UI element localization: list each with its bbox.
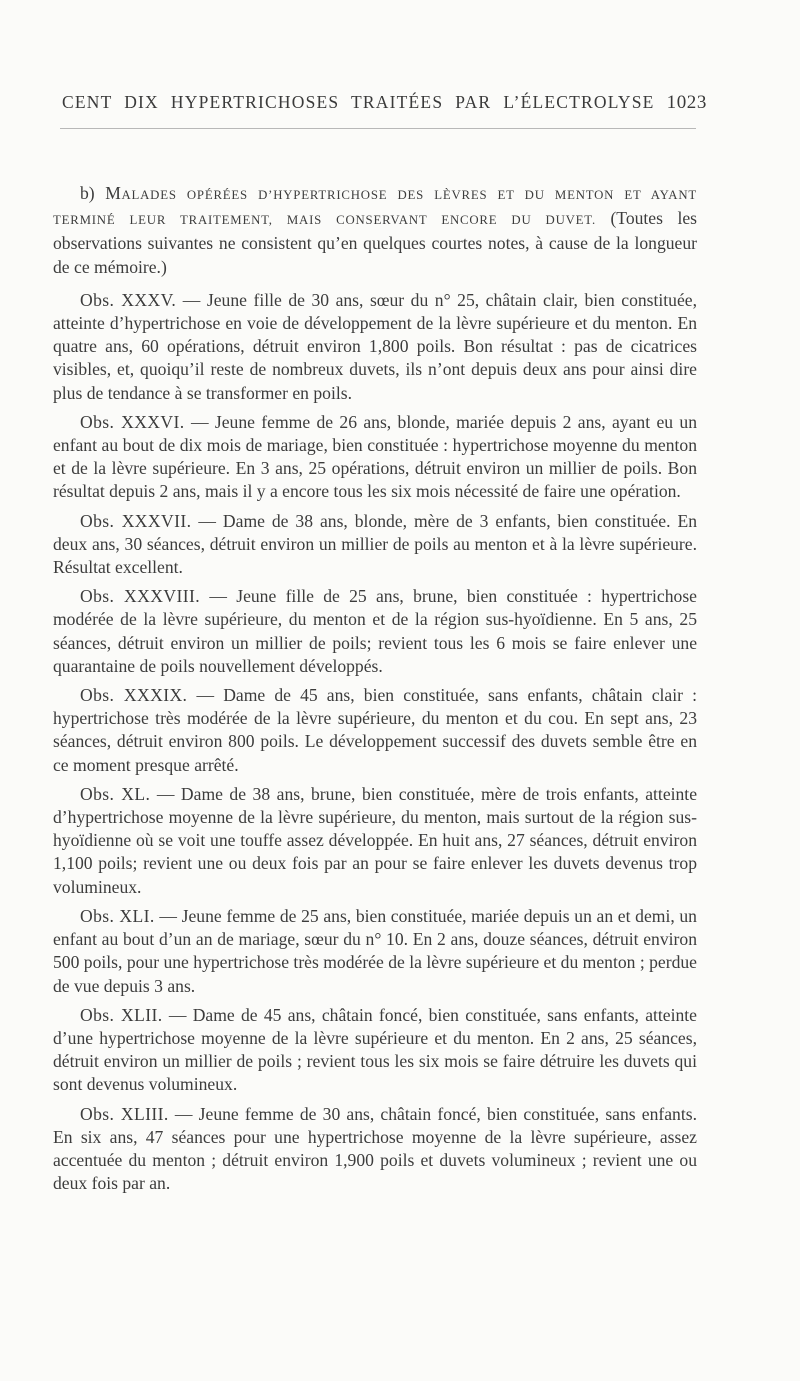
observation-paragraph	[53, 510, 697, 580]
running-head	[62, 92, 707, 116]
observation-label: Obs. XXXV.	[80, 289, 177, 310]
section-marker: b)	[80, 183, 95, 203]
observation-text: — Jeune femme de 26 ans, blonde, mariée depuis 2 ans, ayant eu un enfant au bout de dix mois de mariage, bien constituée : hypertrichose moyenne du menton et de la lèvre supérieure. En 3 ans, 25 opérations, détruit environ un millier de poils. Bon résultat depuis 2 ans, mais il y a encore tous les six mois nécessité de faire une opération.	[53, 411, 697, 502]
observation-label: Obs. XLII.	[80, 1004, 163, 1025]
observation-label: Obs. XLIII.	[80, 1103, 169, 1124]
observation-paragraph	[53, 411, 697, 504]
observation-text: — Dame de 38 ans, blonde, mère de 3 enfants, bien constituée. En deux ans, 30 séances, détruit environ un millier de poils au menton et à la lèvre supérieure. Résultat excellent.	[53, 510, 697, 578]
running-head-title: CENT DIX HYPERTRICHOSES TRAITÉES PAR L’ÉLECTROLYSE	[62, 92, 655, 112]
observation-paragraph	[53, 585, 697, 678]
observation-paragraph	[53, 783, 697, 899]
observation-label: Obs. XL.	[80, 783, 151, 804]
body-text	[53, 182, 697, 1195]
observation-paragraph	[53, 905, 697, 998]
page-number: 1023	[666, 92, 707, 113]
observation-text: — Jeune femme de 30 ans, châtain foncé, bien constituée, sans enfants. En six ans, 47 séances pour une hypertrichose moyenne de la lèvre supérieure, assez accentuée du menton ; détruit environ 1,900 poils et duvets volumineux ; revient une ou deux fois par an.	[53, 1103, 697, 1194]
observation-label: Obs. XXXVII.	[80, 510, 192, 531]
header-rule	[60, 128, 696, 129]
observation-paragraph	[53, 684, 697, 777]
section-note: (Toutes les observations suivantes ne consistent qu’en quelques courtes notes, à cause de la longueur de ce mémoire.)	[53, 208, 697, 277]
section-heading-initial: M	[105, 183, 122, 203]
observation-paragraph	[53, 289, 697, 405]
section-heading-paragraph	[53, 182, 697, 279]
observation-paragraph	[53, 1004, 697, 1097]
observation-label: Obs. XLI.	[80, 905, 155, 926]
observation-paragraph	[53, 1103, 697, 1196]
observation-text: — Dame de 45 ans, châtain foncé, bien constituée, sans enfants, atteinte d’une hypertrichose moyenne de la lèvre supérieure et du menton. En 2 ans, 25 séances, détruit environ un millier de poils ; revient tous les six mois se faire détruire les duvets qui sont devenus volumineux.	[53, 1004, 697, 1095]
observation-text: — Jeune fille de 25 ans, brune, bien constituée : hypertrichose modérée de la lèvre supérieure, du menton et de la région sus-hyoïdienne. En 5 ans, 25 séances, détruit environ un millier de poils; revient tous les 6 mois se faire enlever une quarantaine de poils nouvellement développés.	[53, 586, 697, 676]
observation-text: — Dame de 38 ans, brune, bien constituée, mère de trois enfants, atteinte d’hypertrichose moyenne de la lèvre supérieure, du menton, mais surtout de la région sus-hyoïdienne où se voit une touffe assez développée. En huit ans, 27 séances, détruit environ 1,100 poils; revient une ou deux fois par an pour se faire enlever les duvets devenus trop volumineux.	[53, 783, 698, 897]
observation-text: — Jeune fille de 30 ans, sœur du n° 25, châtain clair, bien constituée, atteinte d’hypertrichose en voie de développement de la lèvre supérieure et du menton. En quatre ans, 60 opérations, détruit environ 1,800 poils. Bon résultat : pas de cicatrices visibles, et, quoiqu’il reste de nombreux duvets, ils n’ont depuis deux ans pour ainsi dire plus de tendance à se transformer en poils.	[53, 289, 697, 403]
observation-label: Obs. XXXIX.	[80, 685, 188, 706]
observation-text: — Dame de 45 ans, bien constituée, sans enfants, châtain clair : hypertrichose très modérée de la lèvre supérieure, du menton et du cou. En sept ans, 23 séances, détruit environ 800 poils. Le développement successif des duvets semble être en ce moment presque arrêté.	[53, 685, 697, 775]
observation-text: — Jeune femme de 25 ans, bien constituée, mariée depuis un an et demi, un enfant au bout d’un an de mariage, sœur du n° 10. En 2 ans, douze séances, détruit environ 500 poils, pour une hypertrichose très modérée de la lèvre supérieure et du menton ; perdue de vue depuis 3 ans.	[53, 905, 697, 996]
observation-label: Obs. XXXVIII.	[80, 586, 201, 607]
section-heading: ALADES OPÉRÉES D’HYPERTRICHOSE DES LÈVRES ET DU MENTON ET AYANT TERMINÉ LEUR TRAITEMENT, MAIS CONSERVANT ENCORE DU DUVET.	[53, 188, 697, 228]
observation-label: Obs. XXXVI.	[80, 411, 185, 432]
